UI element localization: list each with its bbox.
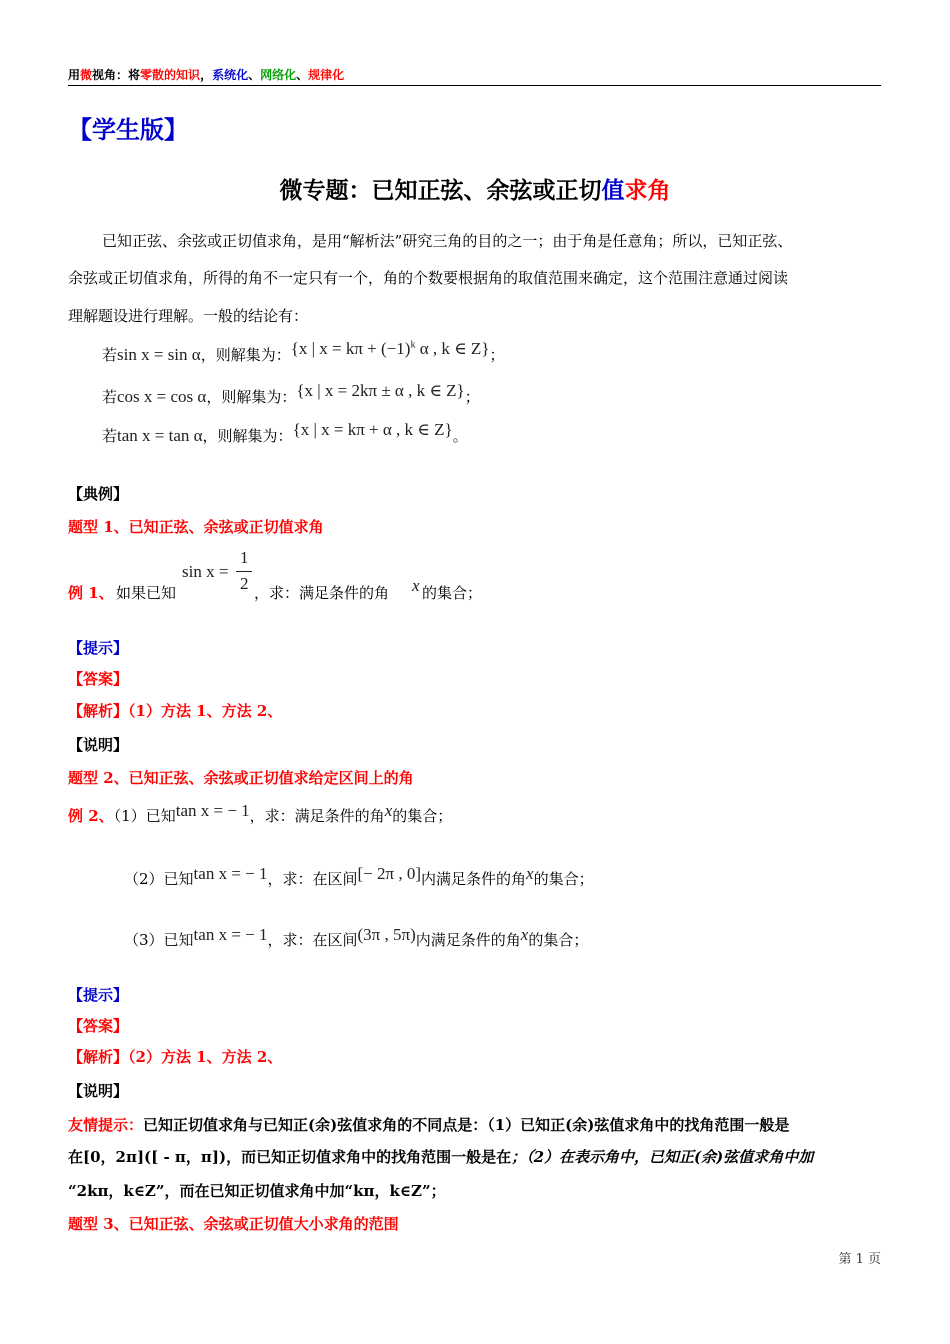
- ex2-p3-interval: (3π , 5π): [357, 925, 416, 944]
- header-part: 规律化: [308, 68, 345, 82]
- ex1-label: 例 1、: [68, 584, 114, 602]
- rule-prefix: 若: [102, 427, 118, 445]
- note-label-2: 【说明】: [68, 1082, 129, 1100]
- ex2-p1-eq: tan x = − 1: [175, 801, 250, 820]
- page-title: [0, 172, 950, 205]
- ex2-p2-eq: tan x = − 1: [193, 864, 268, 883]
- intro-line-1: 已知正弦、余弦或正切值求角，是用“解析法”研究三角的目的之一；由于角是任意角；所以，已知正弦、: [102, 232, 793, 250]
- ex2-p3-pre: （3）已知: [124, 931, 194, 949]
- friendly-line-2b: ；（2）在表示角中，已知正(余)弦值求角中加: [511, 1148, 814, 1166]
- friendly-tip-line-3: “2kπ，k∈Z”，而在已知正切值求角中加“kπ，k∈Z”；: [68, 1182, 446, 1200]
- ex1-end: 的集合；: [422, 584, 483, 602]
- ex1-frac-bar: [236, 571, 252, 572]
- ex1-var: x: [412, 576, 420, 595]
- example-2-part-1: [68, 801, 453, 826]
- page-number: 第 1 页: [838, 1252, 881, 1267]
- friendly-line-2a: 在[0，2π]([ - π，π])，而已知正切值求角中的找角范围一般是在: [68, 1148, 512, 1166]
- header-part: 网络化: [260, 68, 297, 82]
- example-2-part-3: [124, 925, 589, 950]
- header-part: 零散的知识: [140, 68, 201, 82]
- rule-mid: ，则解集为：: [206, 388, 297, 406]
- ex2-p2-mid: ，求：在区间: [267, 870, 358, 888]
- example-2-part-2: [124, 864, 594, 889]
- header-part: 视角：将: [92, 68, 141, 82]
- rule-cos: [102, 381, 480, 407]
- ex2-p3-post: 内满足条件的角: [415, 931, 521, 949]
- rule-set2: α , k ∈ Z}: [419, 339, 490, 358]
- typical-label: 【典例】: [68, 485, 129, 503]
- rule-mid: ，则解集为：: [200, 346, 291, 364]
- header-slogan: [68, 66, 344, 83]
- ex1-den: 2: [240, 574, 249, 593]
- tip-label-1: 【提示】: [68, 639, 129, 657]
- ex1-pre: 如果已知: [116, 584, 177, 602]
- rule-tan: [102, 420, 468, 446]
- note-label-1: 【说明】: [68, 736, 129, 754]
- rule-set: {x | x = kπ + α , k ∈ Z}: [292, 420, 453, 439]
- rule-end: ；: [464, 388, 480, 406]
- ex1-lhs: sin x =: [182, 562, 229, 581]
- friendly-tip-line-2: [68, 1146, 813, 1167]
- rule-sin: [102, 339, 505, 365]
- header-part: ，: [200, 68, 213, 82]
- title-main: 微专题：已知正弦、余弦或正切: [279, 178, 602, 204]
- ex1-num: 1: [240, 548, 249, 567]
- answer-label-2: 【答案】: [68, 1017, 129, 1035]
- friendly-line-1: 已知正切值求角与已知正(余)弦值求角的不同点是：（1）已知正(余)弦值求角中的找角范围一般是: [143, 1116, 790, 1134]
- title-zhi: 值: [601, 178, 625, 204]
- rule-prefix: 若: [102, 346, 118, 364]
- type2-heading: 题型 2、已知正弦、余弦或正切值求给定区间上的角: [68, 769, 414, 787]
- ex2-p2-var: x: [526, 864, 534, 883]
- analysis-label-2: 【解析】（2）方法 1、方法 2、: [68, 1048, 283, 1066]
- ex2-p1-pre: （1）已知: [113, 807, 176, 825]
- ex2-p3-end: 的集合；: [528, 931, 589, 949]
- ex1-post: ，求：满足条件的角: [254, 584, 390, 602]
- analysis-label-1: 【解析】（1）方法 1、方法 2、: [68, 702, 283, 720]
- header-part: 、: [296, 68, 309, 82]
- intro-line-2: 余弦或正切值求角，所得的角不一定只有一个，角的个数要根据角的取值范围来确定，这个范围注意通过阅读: [68, 269, 789, 287]
- tip-label-2: 【提示】: [68, 986, 129, 1004]
- rule-mid: ，则解集为：: [202, 427, 293, 445]
- friendly-label: 友情提示：: [68, 1116, 144, 1134]
- ex2-p2-pre: （2）已知: [124, 870, 194, 888]
- header-rule: [68, 85, 881, 86]
- header-part: 系统化: [212, 68, 249, 82]
- header-part: 用: [68, 68, 81, 82]
- ex2-p3-mid: ，求：在区间: [267, 931, 358, 949]
- example-1: [68, 548, 668, 608]
- header-part: 微: [80, 68, 93, 82]
- rule-sup: k: [410, 339, 416, 351]
- type3-heading: 题型 3、已知正弦、余弦或正切值大小求角的范围: [68, 1215, 399, 1233]
- title-qiu: 求角: [624, 178, 671, 204]
- rule-end: ；: [489, 346, 505, 364]
- version-label: 【学生版】: [68, 116, 188, 144]
- ex2-p1-post: ，求：满足条件的角: [249, 807, 385, 825]
- ex2-p2-end: 的集合；: [533, 870, 594, 888]
- ex2-p1-var: x: [384, 801, 393, 820]
- rule-set: {x | x = 2kπ ± α , k ∈ Z}: [296, 381, 465, 400]
- ex2-p1-end: 的集合；: [392, 807, 453, 825]
- rule-end: 。: [452, 427, 468, 445]
- intro-line-3: 理解题设进行理解。一般的结论有：: [68, 307, 309, 325]
- type1-heading: 题型 1、已知正弦、余弦或正切值求角: [68, 518, 324, 536]
- rule-eq: sin x = sin α: [117, 345, 201, 364]
- rule-prefix: 若: [102, 388, 118, 406]
- ex2-p2-post: 内满足条件的角: [421, 870, 527, 888]
- rule-eq: cos x = cos α: [117, 387, 207, 406]
- rule-eq: tan x = tan α: [117, 426, 203, 445]
- ex2-label: 例 2、: [68, 807, 114, 825]
- rule-set: {x | x = kπ + (−1): [290, 339, 411, 358]
- ex2-p3-var: x: [520, 925, 529, 944]
- friendly-tip-line-1: [68, 1114, 789, 1135]
- answer-label-1: 【答案】: [68, 670, 129, 688]
- ex2-p3-eq: tan x = − 1: [193, 925, 268, 944]
- header-part: 、: [248, 68, 261, 82]
- ex2-p2-interval: [− 2π , 0]: [357, 864, 422, 883]
